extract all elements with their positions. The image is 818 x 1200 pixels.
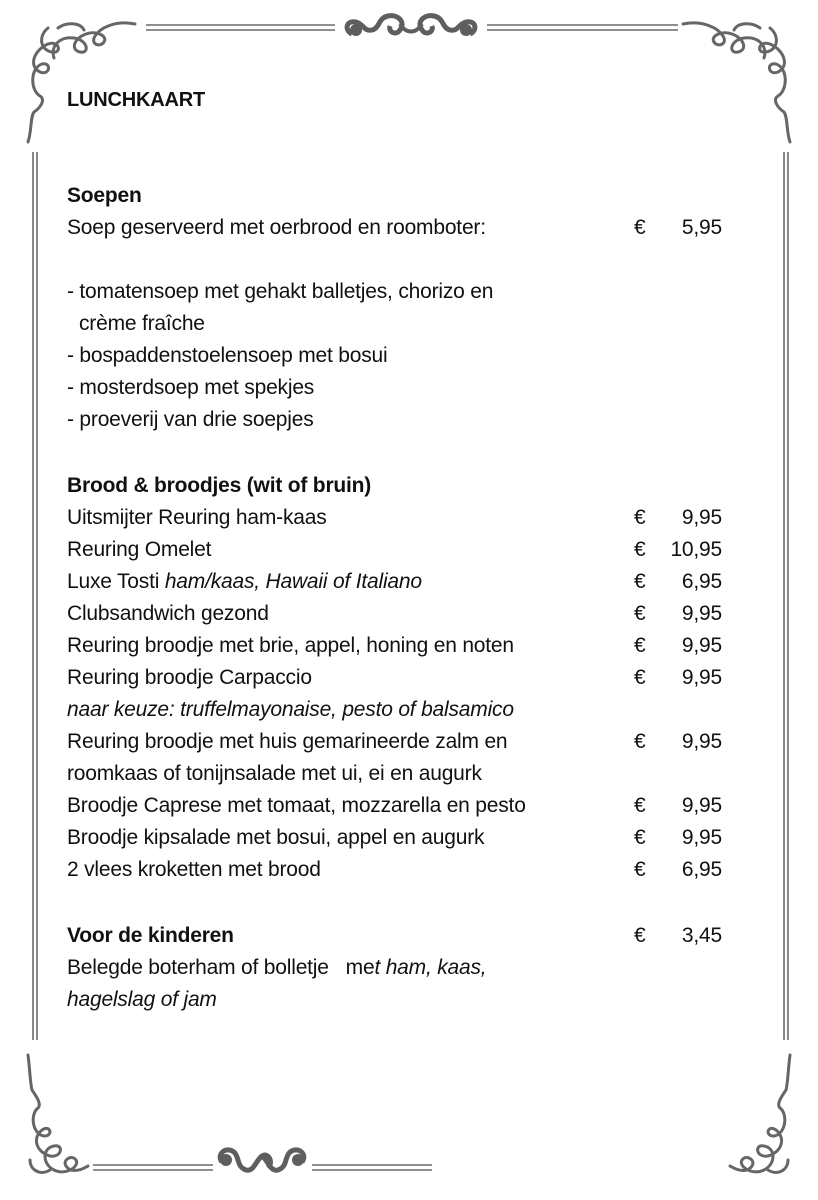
- item-note: naar keuze: truffelmayonaise, pesto of balsamico: [67, 698, 514, 721]
- menu-item: [67, 920, 727, 952]
- top-center-scroll-ornament: [347, 16, 475, 35]
- item-description-plain: Luxe Tosti: [67, 570, 165, 593]
- currency-symbol: €: [634, 826, 646, 849]
- item-description: Reuring broodje Carpaccio: [67, 666, 312, 689]
- item-description-italic: hagelslag of jam: [67, 988, 217, 1011]
- item-price: 10,95: [670, 538, 722, 561]
- section-kinderen: [67, 920, 727, 1016]
- item-description: [67, 566, 727, 598]
- item-description: Soep geserveerd met oerbrood en roomboter:: [67, 216, 486, 239]
- item-price: 9,95: [681, 730, 722, 753]
- menu-item: [67, 790, 727, 822]
- soup-option-continued: crème fraîche: [79, 312, 205, 335]
- item-description-italic: ham/kaas, Hawaii of Italiano: [164, 570, 422, 593]
- section-soepen: [67, 180, 727, 436]
- soup-option: - bospaddenstoelensoep met bosui: [67, 344, 388, 367]
- section-heading: Soepen: [67, 184, 142, 207]
- item-description-plain: Belegde boterham of bolletje me: [67, 956, 375, 979]
- item-description: Reuring Omelet: [67, 538, 212, 561]
- item-price: 6,95: [681, 858, 722, 881]
- menu-item: [67, 630, 727, 662]
- corner-ornament-bottom-right: [730, 1055, 790, 1172]
- corner-ornament-top-right: [683, 23, 790, 142]
- currency-symbol: €: [634, 602, 646, 625]
- menu-title: LUNCHKAART: [67, 89, 205, 111]
- currency-symbol: €: [634, 634, 646, 657]
- item-price: 9,95: [681, 794, 722, 817]
- menu-item: [67, 726, 727, 758]
- currency-symbol: €: [634, 858, 646, 881]
- item-description: Uitsmijter Reuring ham-kaas: [67, 506, 327, 529]
- item-description: Reuring broodje met huis gemarineerde zalm en: [67, 730, 508, 753]
- section-brood: [67, 470, 727, 886]
- menu-item: [67, 598, 727, 630]
- item-price: 9,95: [681, 506, 722, 529]
- currency-symbol: €: [634, 666, 646, 689]
- corner-ornament-top-left: [28, 23, 135, 142]
- soup-option: - proeverij van drie soepjes: [67, 408, 314, 431]
- item-description-continued: roomkaas of tonijnsalade met ui, ei en augurk: [67, 762, 482, 785]
- section-heading: Brood & broodjes (wit of bruin): [67, 474, 372, 497]
- soup-option: - mosterdsoep met spekjes: [67, 376, 315, 399]
- menu-item: [67, 566, 727, 598]
- item-price: 9,95: [681, 666, 722, 689]
- currency-symbol: €: [634, 216, 646, 239]
- item-description: Reuring broodje met brie, appel, honing en noten: [67, 634, 514, 657]
- menu-item: [67, 212, 727, 244]
- item-description: 2 vlees kroketten met brood: [67, 858, 321, 881]
- currency-symbol: €: [634, 538, 646, 561]
- item-description-italic: t ham, kaas,: [374, 956, 487, 979]
- menu-item: [67, 534, 727, 566]
- currency-symbol: €: [634, 730, 646, 753]
- soup-option: - tomatensoep met gehakt balletjes, chorizo en: [67, 280, 494, 303]
- corner-ornament-bottom-left: [28, 1055, 88, 1172]
- menu-item: [67, 854, 727, 886]
- item-description: [67, 952, 727, 984]
- item-price: 6,95: [681, 570, 722, 593]
- currency-symbol: €: [634, 794, 646, 817]
- item-price: 3,45: [681, 924, 722, 947]
- bottom-center-scroll-ornament: [220, 1150, 304, 1170]
- menu-item: [67, 502, 727, 534]
- item-description: Broodje kipsalade met bosui, appel en augurk: [67, 826, 485, 849]
- item-description: Clubsandwich gezond: [67, 602, 269, 625]
- menu-item: [67, 662, 727, 694]
- section-heading: Voor de kinderen: [67, 924, 234, 947]
- currency-symbol: €: [634, 924, 646, 947]
- currency-symbol: €: [634, 570, 646, 593]
- item-price: 9,95: [681, 634, 722, 657]
- item-price: 9,95: [681, 826, 722, 849]
- item-price: 9,95: [681, 602, 722, 625]
- item-price: 5,95: [681, 216, 722, 239]
- currency-symbol: €: [634, 506, 646, 529]
- item-description: Broodje Caprese met tomaat, mozzarella en pesto: [67, 794, 526, 817]
- menu-item: [67, 822, 727, 854]
